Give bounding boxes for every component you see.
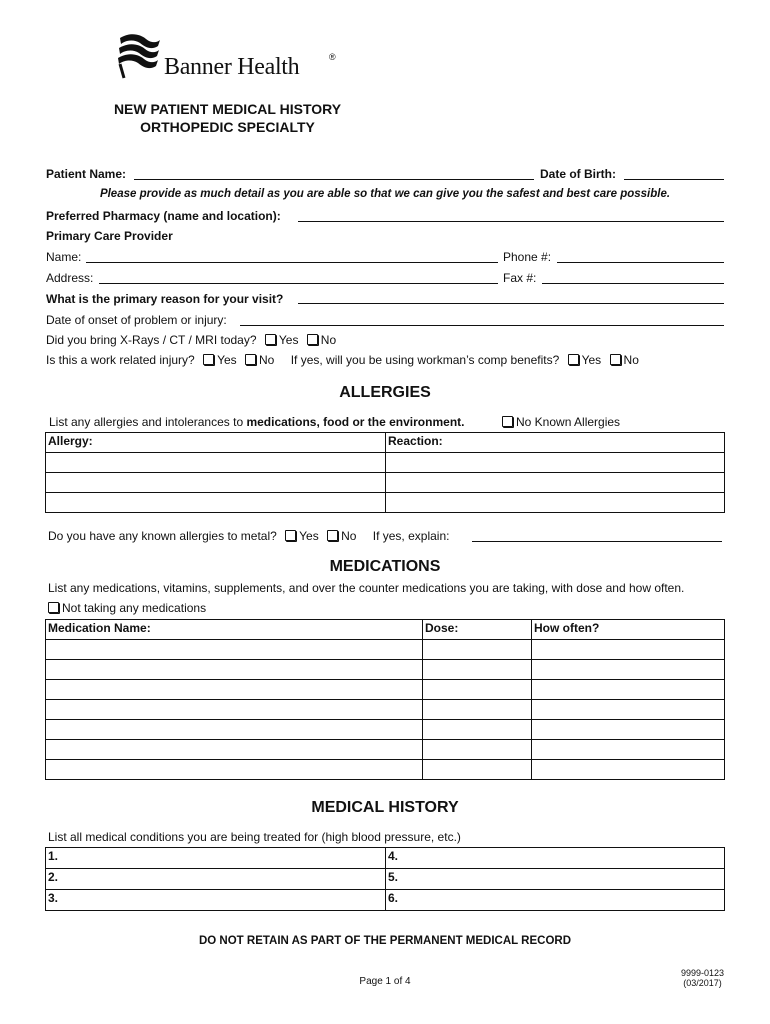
pcp-name-field[interactable] [86, 262, 498, 263]
allergies-intro [49, 415, 464, 429]
table-row [46, 848, 725, 869]
table-row [46, 869, 725, 890]
table-row [46, 493, 725, 513]
dose-cell[interactable] [423, 740, 532, 760]
condition-3-cell[interactable]: 3. [46, 890, 386, 911]
allergies-intro-prefix: List any allergies and intolerances to [49, 415, 247, 429]
allergy-cell[interactable] [46, 453, 386, 473]
xray-yes-checkbox[interactable] [265, 334, 276, 345]
form-number: 9999-0123 [680, 968, 724, 978]
allergies-heading: ALLERGIES [339, 384, 431, 401]
table-row [46, 660, 725, 680]
xray-question: Did you bring X-Rays / CT / MRI today? [46, 333, 257, 347]
medication-cell[interactable] [46, 720, 423, 740]
comp-no-checkbox[interactable] [610, 354, 621, 365]
title-line-2: ORTHOPEDIC SPECIALTY [140, 119, 315, 135]
table-row [46, 740, 725, 760]
medications-heading: MEDICATIONS [329, 558, 441, 575]
table-row [46, 720, 725, 740]
allergy-table [45, 432, 725, 513]
fax-field[interactable] [542, 283, 724, 284]
how-often-cell[interactable] [532, 760, 725, 780]
reaction-col-header: Reaction: [386, 433, 725, 453]
xray-row [46, 333, 336, 347]
history-table [45, 847, 725, 911]
comp-question: If yes, will you be using workman’s comp benefits? [290, 353, 560, 367]
dob-field[interactable] [624, 179, 724, 180]
fax-label: Fax #: [503, 271, 537, 285]
logo-text: Banner Health [164, 54, 300, 80]
phone-label: Phone #: [503, 250, 552, 264]
dose-cell[interactable] [423, 640, 532, 660]
dob-label: Date of Birth: [540, 167, 616, 181]
condition-4-cell[interactable]: 4. [386, 848, 725, 869]
medication-cell[interactable] [46, 760, 423, 780]
condition-6-cell[interactable]: 6. [386, 890, 725, 911]
comp-no-label: No [623, 353, 639, 367]
form-id [681, 968, 724, 988]
work-yes-label: Yes [217, 353, 237, 367]
form-date: (03/2017) [683, 978, 722, 988]
medication-cell[interactable] [46, 640, 423, 660]
form-title [100, 100, 355, 136]
work-no-label: No [259, 353, 275, 367]
medication-cell[interactable] [46, 740, 423, 760]
metal-row [48, 529, 449, 543]
medical-history-heading: MEDICAL HISTORY [311, 799, 459, 816]
onset-field[interactable] [240, 325, 724, 326]
not-taking-checkbox[interactable] [48, 602, 59, 613]
metal-question: Do you have any known allergies to metal? [48, 529, 277, 543]
phone-field[interactable] [557, 262, 724, 263]
medication-cell[interactable] [46, 680, 423, 700]
work-row [46, 353, 639, 367]
no-known-allergies [502, 415, 620, 429]
dose-col-header: Dose: [423, 620, 532, 640]
dose-cell[interactable] [423, 700, 532, 720]
patient-name-label: Patient Name: [46, 167, 127, 181]
table-row [46, 760, 725, 780]
condition-2-cell[interactable]: 2. [46, 869, 386, 890]
no-known-allergies-label: No Known Allergies [516, 415, 621, 429]
medication-table [45, 619, 725, 780]
not-taking-row [48, 601, 206, 615]
how-often-cell[interactable] [532, 640, 725, 660]
condition-5-cell[interactable]: 5. [386, 869, 725, 890]
dose-cell[interactable] [423, 680, 532, 700]
pcp-name-label: Name: [46, 250, 82, 264]
comp-yes-label: Yes [581, 353, 602, 367]
metal-no-label: No [341, 529, 357, 543]
title-line-1: NEW PATIENT MEDICAL HISTORY [113, 101, 342, 117]
how-often-col-header: How often? [532, 620, 725, 640]
xray-no-label: No [320, 333, 337, 347]
history-intro: List all medical conditions you are being treated for (high blood pressure, etc.) [48, 830, 461, 844]
work-yes-checkbox[interactable] [203, 354, 214, 365]
banner-health-logo [116, 30, 346, 82]
table-row [46, 700, 725, 720]
pharmacy-field[interactable] [298, 221, 724, 222]
reason-label: What is the primary reason for your visit? [46, 292, 284, 306]
instruction-text: Please provide as much detail as you are able so that we can give you the safest and best care possible. [99, 188, 671, 200]
not-taking-label: Not taking any medications [62, 601, 207, 615]
how-often-cell[interactable] [532, 700, 725, 720]
dose-cell[interactable] [423, 760, 532, 780]
medication-name-col-header: Medication Name: [46, 620, 423, 640]
explain-label: If yes, explain: [372, 529, 450, 543]
patient-name-field[interactable] [134, 179, 534, 180]
banner-flag-icon [116, 30, 162, 80]
metal-yes-label: Yes [299, 529, 319, 543]
page-number: Page 1 of 4 [359, 976, 411, 987]
medication-table-header [46, 620, 725, 640]
table-row [46, 473, 725, 493]
condition-1-cell[interactable]: 1. [46, 848, 386, 869]
pharmacy-label: Preferred Pharmacy (name and location): [46, 209, 281, 223]
xray-no-checkbox[interactable] [307, 334, 318, 345]
reason-field[interactable] [298, 303, 724, 304]
allergy-col-header: Allergy: [46, 433, 386, 453]
no-known-allergies-checkbox[interactable] [502, 416, 513, 427]
onset-label: Date of onset of problem or injury: [46, 313, 227, 327]
allergy-cell[interactable] [46, 493, 386, 513]
how-often-cell[interactable] [532, 660, 725, 680]
medications-intro: List any medications, vitamins, supplements, and over the counter medications you are taking, with dose and how often. [48, 581, 685, 595]
registered-mark: ® [329, 52, 336, 62]
dose-cell[interactable] [423, 720, 532, 740]
metal-explain-field[interactable] [472, 541, 722, 542]
dose-cell[interactable] [423, 660, 532, 680]
reaction-cell[interactable] [386, 473, 725, 493]
reaction-cell[interactable] [386, 453, 725, 473]
medication-cell[interactable] [46, 660, 423, 680]
address-field[interactable] [99, 283, 498, 284]
metal-yes-checkbox[interactable] [285, 530, 296, 541]
how-often-cell[interactable] [532, 720, 725, 740]
allergies-intro-bold: medications, food or the environment. [246, 415, 465, 429]
table-row [46, 890, 725, 911]
pcp-heading: Primary Care Provider [46, 229, 173, 243]
work-no-checkbox[interactable] [245, 354, 256, 365]
allergy-cell[interactable] [46, 473, 386, 493]
how-often-cell[interactable] [532, 740, 725, 760]
table-row [46, 680, 725, 700]
table-row [46, 453, 725, 473]
table-row [46, 640, 725, 660]
reaction-cell[interactable] [386, 493, 725, 513]
allergy-table-header [46, 433, 725, 453]
retention-notice: DO NOT RETAIN AS PART OF THE PERMANENT MEDICAL RECORD [198, 935, 572, 947]
address-label: Address: [46, 271, 94, 285]
how-often-cell[interactable] [532, 680, 725, 700]
xray-yes-label: Yes [278, 333, 299, 347]
metal-no-checkbox[interactable] [327, 530, 338, 541]
comp-yes-checkbox[interactable] [568, 354, 579, 365]
medication-cell[interactable] [46, 700, 423, 720]
work-question: Is this a work related injury? [46, 353, 195, 367]
